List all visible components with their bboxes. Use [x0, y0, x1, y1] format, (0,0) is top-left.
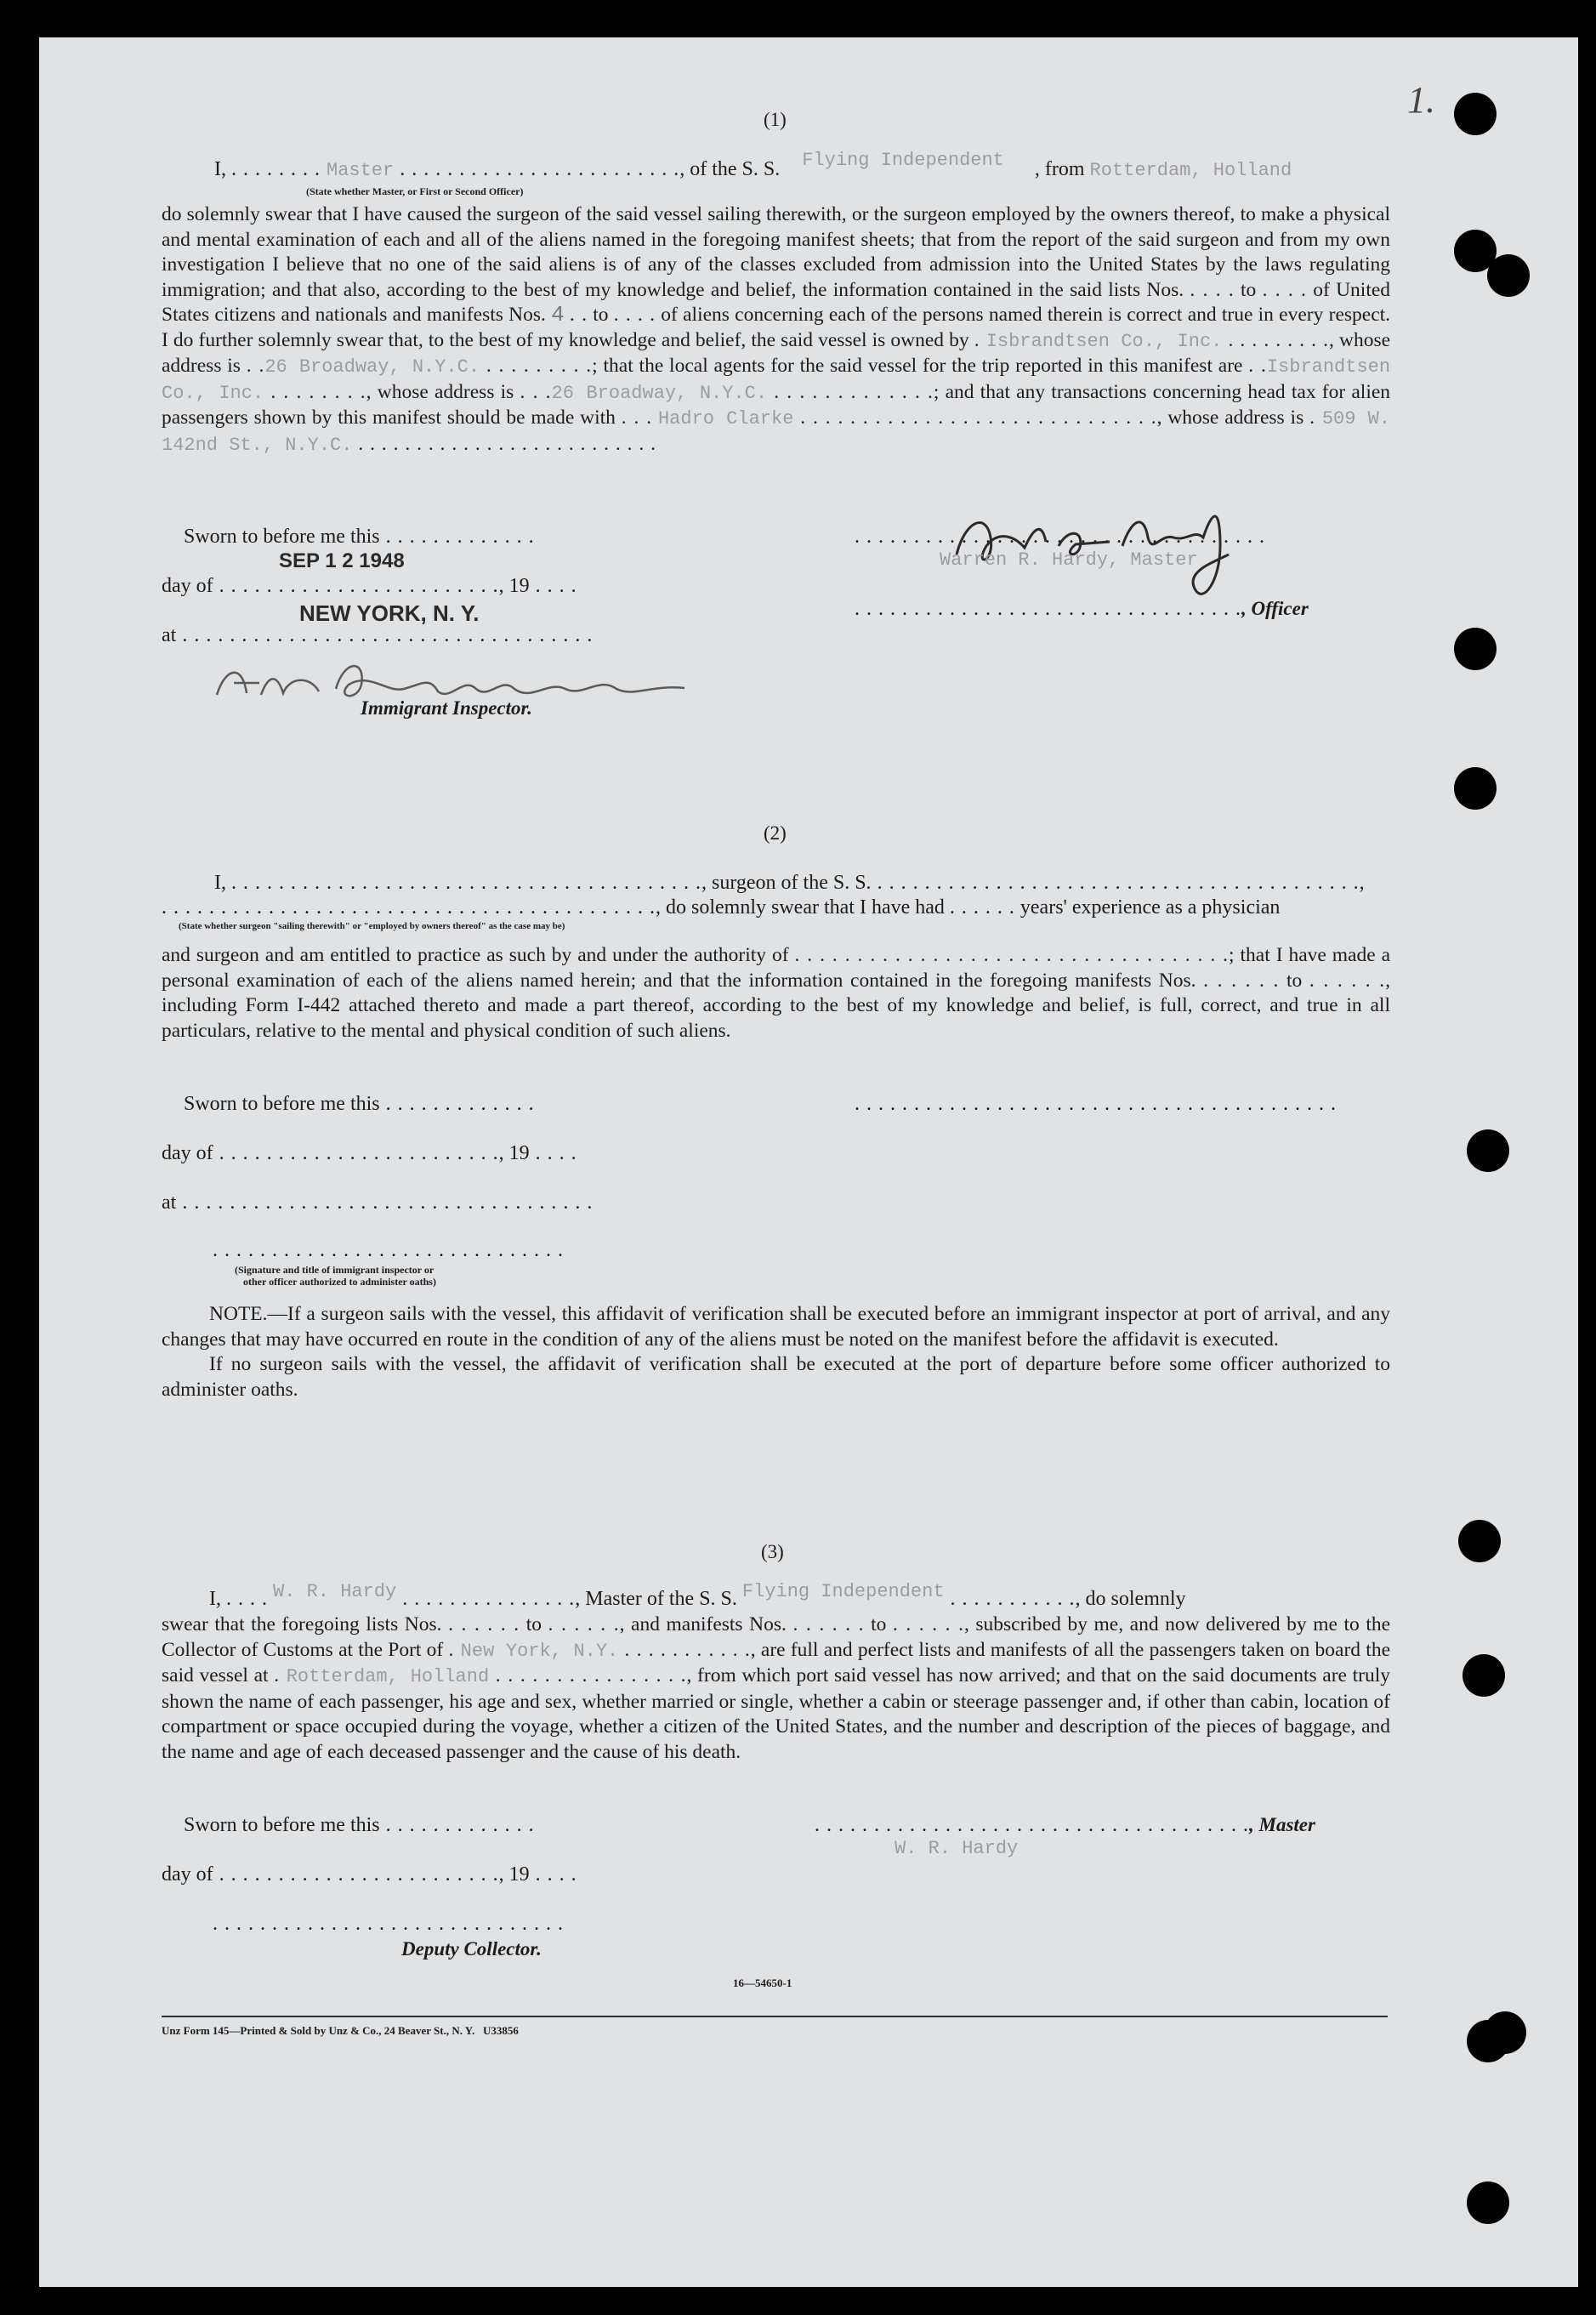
- whose-address-label: , whose address is: [162, 328, 1391, 377]
- oath-text: , subscribed by me, and now delivered by me to the Collector of Customs at the Port of: [162, 1613, 1391, 1661]
- inspector-label: Immigrant Inspector.: [361, 697, 532, 719]
- oath-text: of United States citizens and nationals and manifests Nos.: [162, 278, 1391, 326]
- year-text: , 19: [498, 1142, 530, 1164]
- punch-hole: [1454, 628, 1497, 670]
- officer-dot-line: . . . . . . . . . . . . . . . . . . . . . . . . . . . . . . . . . . .: [855, 526, 1265, 548]
- oath-text: , do solemnly: [1075, 1588, 1186, 1610]
- section-1-body: do solemnly swear that I have caused the surgeon of the said vessel sailing therewith, or the surgeon employed by the owners thereof, to make a physical and mental examination of each and all of the aliens named in the foregoing manifest sheets; that from the report of the said surgeon and from my own investigation I believe that no one of the said aliens is of any of the classes excluded from admission into the United States by the laws regulating immigration; and that also, according to the best of my knowledge and belief, the information contained in the said lists Nos. . . . . to . . . . of United States citizens and nationals and manifests Nos. 4 . . to . . . . of aliens concerning each of the persons named therein is correct and true in every respect. I do further solemnly swear that, to the best of my knowledge and belief, the said vessel is owned by . Isbrandtsen Co., Inc. . . . . . . . . ., whose address is . .26 Broadway, N.Y.C. . . . . . . . . .; that the local agents for the said vessel for the trip reported in this manifest are . .Isbrandtsen Co., Inc. . . . . . . . ., whose address is . . .26 Broadway, N.Y.C. . . . . . . . . . . . . .; and that any transactions concerning head tax for alien passengers shown by this manifest should be made with . . . Hadro Clarke . . . . . . . . . . . . . . . . . . . . . . . . . . . . ., whose address is . 509 W. 142nd St., N.Y.C. . . . . . . . . . . . . . . . . . . . . . . . . . .: [162, 203, 1391, 456]
- officer-label: , Officer: [1241, 598, 1309, 619]
- section-2-number: (2): [764, 822, 787, 844]
- boarded-at-field: Rotterdam, Holland: [286, 1666, 490, 1687]
- note-label: NOTE.: [209, 1303, 268, 1325]
- officer-line: . . . . . . . . . . . . . . . . . . . . . . . . . . . . . . . . ., Officer: [855, 598, 1309, 620]
- section-3-line-1: I, . . . . W. R. Hardy . . . . . . . . . . . . . . ., Master of the S. S. Flying Independent . . . . . . . . . . ., do solemnly: [209, 1581, 1186, 1610]
- owner-address-field: 26 Broadway, N.Y.C.: [264, 356, 480, 378]
- of-ss-label: , of the S. S.: [679, 158, 781, 180]
- sworn-label: Sworn to before me this . . . . . . . . . . . . .: [184, 1814, 535, 1836]
- signature-note-1: (Signature and title of immigrant inspector or: [235, 1264, 434, 1276]
- to-label: to: [593, 304, 609, 326]
- surgeon-signature-line: . . . . . . . . . . . . . . . . . . . . . . . . . . . . . . . . . . . . . . . . .: [855, 1093, 1337, 1115]
- day-of-label: day of . . . . . . . . . . . . . . . . . . . . . . . ., 19 . . . .: [162, 1142, 577, 1164]
- footer-rule: [162, 2016, 1388, 2017]
- master-signature-line: . . . . . . . . . . . . . . . . . . . . . . . . . . . . . . . . . . . . ., Master: [815, 1814, 1315, 1836]
- section-1-line-1: [214, 150, 1430, 181]
- i-label: I,: [214, 872, 226, 894]
- signature-note-2: other officer authorized to administer oaths): [243, 1276, 436, 1288]
- oath-text: , from which port said vessel has now arrived; and that on the said documents are truly shown the name of each passenger, his age and sex, whether married or single, whether a cabin or steerage passenger and, if other than cabin, location of compartment or space occupied during the voyage, whether a citizen of the United States, and the number and description of the pieces of baggage, and the name and age of each deceased passenger and the cause of his death.: [162, 1664, 1391, 1763]
- sworn-text: Sworn to before me this: [184, 1093, 380, 1115]
- officer-typed-name: Warren R. Hardy, Master: [940, 549, 1198, 571]
- vessel-field: Flying Independent: [802, 150, 1004, 171]
- day-of-text: day of: [162, 1863, 213, 1886]
- to-label: to: [871, 1613, 887, 1635]
- punch-hole: [1467, 1129, 1509, 1172]
- sworn-text: Sworn to before me this: [184, 1814, 380, 1836]
- note-text: —If a surgeon sails with the vessel, this affidavit of verification shall be executed before an immigrant inspector at port of arrival, and any changes that may have occurred en route in the condition of any of the aliens must be noted on the manifest before the affidavit is executed.: [162, 1303, 1390, 1351]
- year-text: , 19: [498, 575, 530, 597]
- manifest-from-field: 4: [551, 302, 565, 327]
- oath-text: ; and that any transactions concerning head tax for alien passengers shown by this manifest should be made with: [162, 380, 1391, 429]
- oath-text: , whose address is: [1156, 407, 1304, 429]
- at-label: at . . . . . . . . . . . . . . . . . . . . . . . . . . . . . . . . . . .: [162, 624, 594, 646]
- received-place-stamp: NEW YORK, N. Y.: [299, 600, 480, 626]
- at-text: at: [162, 1192, 177, 1214]
- received-date-stamp: SEP 1 2 1948: [279, 549, 405, 572]
- vessel-field: Flying Independent: [741, 1581, 945, 1602]
- oath-text: that I have made a personal examination of each of the aliens named herein; and that the information contained in the foregoing manifests Nos.: [162, 944, 1391, 992]
- punch-hole: [1467, 2020, 1509, 2062]
- punch-hole: [1458, 1520, 1501, 1562]
- head-tax-address-field: 509 W. 142nd St., N.Y.C.: [162, 408, 1391, 456]
- master-label: , Master: [1249, 1814, 1315, 1835]
- deputy-label: Deputy Collector.: [401, 1938, 542, 1960]
- section-1-number: (1): [764, 109, 787, 130]
- surgeon-note: (State whether surgeon "sailing therewith" or "employed by owners thereof" as the case may be): [179, 921, 565, 931]
- whose-address-label: whose address is: [377, 380, 514, 403]
- section-2-note: [162, 1302, 1390, 1402]
- rank-field: Master: [327, 160, 395, 181]
- dot-leader: . . . . . . . .: [231, 158, 327, 180]
- surgeon-line-1: I, . . . . . . . . . . . . . . . . . . . . . . . . . . . . . . . . . . . . . . . ., surgeon of the S. S. . . . . . . . . . . . . . . . . . . . . . . . . . . . . . . . . . . . . . . . . .,: [214, 872, 1365, 894]
- day-of-text: day of: [162, 575, 213, 597]
- printer-footer: Unz Form 145—Printed & Sold by Unz & Co., 24 Beaver St., N. Y. U33856: [162, 2024, 519, 2037]
- deputy-signature-line: . . . . . . . . . . . . . . . . . . . . . . . . . . . . . .: [213, 1913, 564, 1935]
- master-typed-name: W. R. Hardy: [895, 1838, 1019, 1859]
- inspector-signature-line: . . . . . . . . . . . . . . . . . . . . . . . . . . . . . .: [213, 1239, 564, 1261]
- punch-hole: [1454, 93, 1497, 135]
- day-of-text: day of: [162, 1142, 213, 1164]
- oath-text: , do solemnly swear that I have had: [656, 896, 945, 919]
- owner-field: Isbrandtsen Co., Inc.: [985, 330, 1223, 352]
- from-port-field: Rotterdam, Holland: [1089, 160, 1292, 181]
- sheet-number: 1.: [1407, 79, 1435, 121]
- surgeon-of-label: , surgeon of the S. S.: [701, 872, 872, 894]
- day-of-label: day of . . . . . . . . . . . . . . . . . . . . . . . ., 19 . . . .: [162, 1863, 577, 1886]
- agent-field: Isbrandtsen Co., Inc.: [162, 356, 1391, 404]
- section-2-body: and surgeon and am entitled to practice as such by and under the authority of . . . . . . . . . . . . . . . . . . . . . . . . . . . . . . . . . . .; that I have made a personal examination of each of the aliens named herein; and that the information contained in the foregoing manifests Nos. . . . . . . to . . . . . ., including Form I-442 attached thereto and made a part thereof, according to the best of my knowledge and belief, is full, correct, and true in all particulars, relative to the mental and physical condition of such aliens.: [162, 944, 1391, 1042]
- day-of-label: day of . . . . . . . . . . . . . . . . . . . . . . . ., 19 . . . .: [162, 575, 577, 597]
- oath-text: , are full and perfect lists and manifests of all the passengers taken on board the said vessel at: [162, 1638, 1391, 1686]
- sworn-text: Sworn to before me this: [184, 526, 380, 548]
- punch-hole: [1487, 254, 1530, 297]
- note-text: If no surgeon sails with the vessel, the affidavit of verification shall be executed at the port of departure before some officer authorized to administer oaths.: [162, 1353, 1390, 1401]
- to-label: to: [525, 1613, 542, 1635]
- sworn-label: Sworn to before me this . . . . . . . . . . . . .: [184, 526, 535, 548]
- head-tax-contact-field: Hadro Clarke: [657, 408, 794, 429]
- master-name-field: W. R. Hardy: [273, 1581, 397, 1602]
- punch-hole: [1454, 767, 1497, 810]
- i-label: I,: [214, 158, 226, 180]
- oath-text: of aliens concerning each of the persons named therein is correct and true in every respect. I do further solemnly swear that, to the best of my knowledge and belief, the said vessel is owned by: [162, 304, 1391, 351]
- section-3-body: swear that the foregoing lists Nos. . . . . . . to . . . . . ., and manifests Nos. . . . . . . to . . . . . ., subscribed by me, and now delivered by me to the Collector of Customs at the Port of . New York, N.Y. . . . . . . . . . . ., are full and perfect lists and manifests of all the passengers taken on board the said vessel at . Rotterdam, Holland . . . . . . . . . . . . . . . ., from which port said vessel has now arrived; and that on the said documents are truly shown the name of each passenger, his age and sex, whether married or single, whether a cabin or steerage passenger and, if other than cabin, location of compartment or space occupied during the voyage, whether a citizen of the United States, and the number and description of the pieces of baggage, and the name and age of each deceased passenger and the cause of his death.: [162, 1613, 1391, 1763]
- to-label: to: [1241, 278, 1257, 301]
- at-text: at: [162, 624, 177, 646]
- from-label: , from: [1034, 158, 1085, 180]
- year-text: , 19: [498, 1863, 530, 1886]
- oath-text: and surgeon and am entitled to practice as such by and under the authority of: [162, 944, 789, 966]
- to-label: to: [1286, 969, 1303, 992]
- i-label: I,: [209, 1588, 221, 1610]
- oath-text: years' experience as a physician: [1020, 896, 1281, 919]
- oath-text: swear that the foregoing lists Nos.: [162, 1613, 442, 1635]
- dot-leader: . . . . . . . . . . . . . . . . . . . . . . . .: [394, 158, 680, 180]
- oath-text: , and manifests Nos.: [619, 1613, 787, 1635]
- agent-address-field: 26 Broadway, N.Y.C.: [551, 382, 768, 404]
- sworn-label: Sworn to before me this . . . . . . . . . . . . .: [184, 1093, 535, 1115]
- rank-note: (State whether Master, or First or Second Officer): [306, 185, 524, 197]
- at-label: at . . . . . . . . . . . . . . . . . . . . . . . . . . . . . . . . . . .: [162, 1192, 594, 1214]
- master-of-label: , Master of the S. S.: [575, 1588, 737, 1610]
- oath-text: do solemnly swear that I have caused the surgeon of the said vessel sailing therewith, or the surgeon employed by the owners thereof, to make a physical and mental examination of each and all of the aliens named in the foregoing manifest sheets; that from the report of the said surgeon and from my own investigation I believe that no one of the said aliens is of any of the classes excluded from admission into the United States by the laws regulating immigration; and that also, according to the best of my knowledge and belief, the information contained in the said lists Nos.: [162, 203, 1390, 301]
- section-3-number: (3): [761, 1541, 784, 1562]
- form-code: 16—54650-1: [733, 1977, 792, 1989]
- port-field: New York, N.Y.: [460, 1640, 619, 1662]
- oath-text: , including Form I-442 attached thereto and made a part thereof, according to the best of my knowledge and belief, is full, correct, and true in all particulars, relative to the mental and physical condition of such aliens.: [162, 969, 1391, 1042]
- oath-text: that the local agents for the said vessel for the trip reported in this manifest are: [603, 355, 1243, 377]
- surgeon-line-2: . . . . . . . . . . . . . . . . . . . . . . . . . . . . . . . . . . . . . . . . . ., do solemnly swear that I have had . . . . . . years' experience as a physician: [162, 896, 1281, 919]
- punch-hole: [1467, 2181, 1509, 2224]
- punch-hole: [1463, 1654, 1505, 1697]
